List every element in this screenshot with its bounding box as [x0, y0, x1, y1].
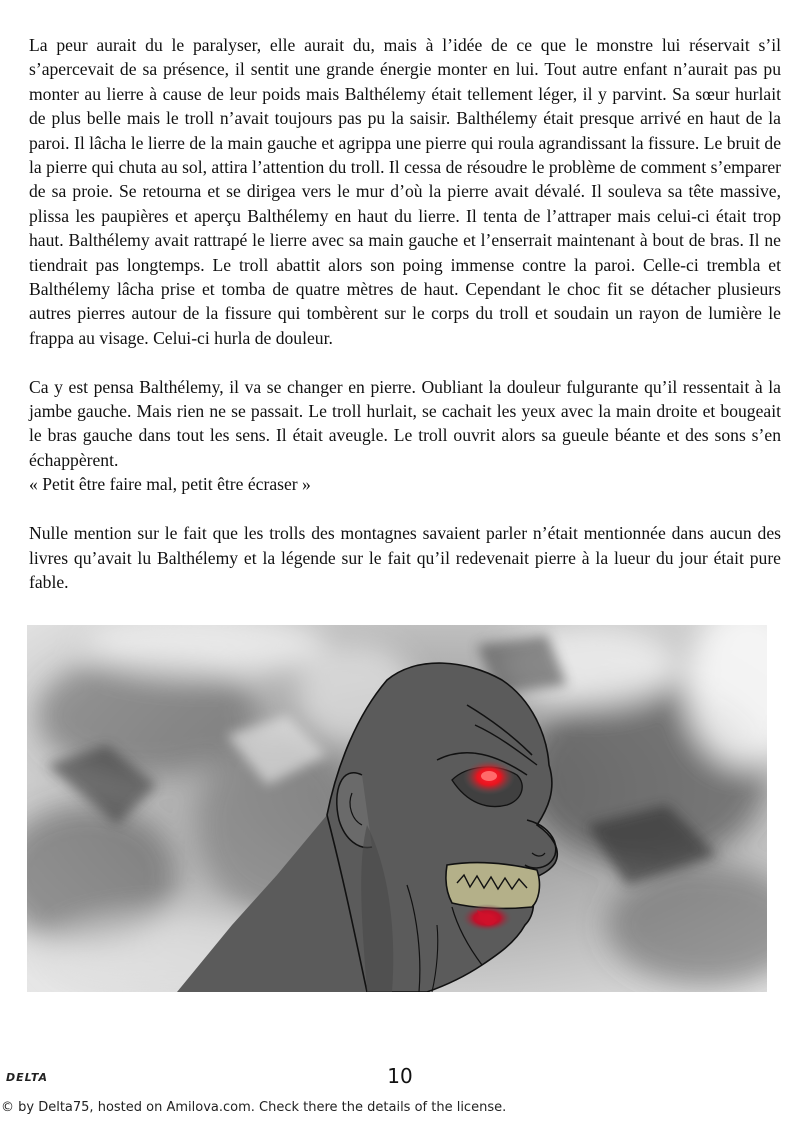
copyright-notice: © by Delta75, hosted on Amilova.com. Check there the details of the license. — [1, 1100, 507, 1115]
story-paragraph: Nulle mention sur le fait que les trolls des montagnes savaient parler n’était mentionnée dans aucun des livres qu’avait lu Balthélemy et la légende sur le fait qu’il redevenait pierre à la lueur du jour était pure fable. — [29, 523, 781, 592]
artist-signature: DELTA — [6, 1071, 48, 1084]
story-paragraph: La peur aurait du le paralyser, elle aurait du, mais à l’idée de ce que le monstre lui réservait s’il s’apercevait de sa présence, il sentit une grande énergie monter en lui. Tout autre enfant n’aurait pas pu monter au lierre à cause de leur poids mais Balthélemy était tellement léger, il y parvint. Sa sœur hurlait de plus belle mais le troll n’avait toujours pas pu la saisir. Balthélemy était presque arrivé en haut de la paroi. Il lâcha le lierre de la main gauche et agrippa une pierre qui roula agrandissant la fissure. Le bruit de la pierre qui chuta au sol, attira l’attention du troll. Il cessa de résoudre le problème de comment s’emparer de sa proie. Se retourna et se dirigea vers le mur d’où la pierre avait dévalé. Il souleva sa tête massive, plissa les paupières et aperçu Balthélemy en haut du lierre. Il tenta de l’attraper mais celui-ci était trop haut. Balthélemy avait rattrapé le lierre avec sa main gauche et l’enserrait maintenant à bout de bras. Il ne tiendrait pas longtemps. Le troll abattit alors son poing immense contre la paroi. Celle-ci trembla et Balthélemy lâcha prise et tomba de quatre mètres de haut. Cependant le choc fit se détacher plusieurs autres pierres autour de la fissure qui tombèrent sur le corps du troll et soudain un rayon de lumière le frappa au visage. Celui-ci hurla de douleur. — [29, 35, 781, 348]
page-number: 10 — [387, 1064, 413, 1088]
troll-illustration — [27, 625, 767, 992]
troll-drawing — [27, 625, 767, 992]
story-text — [29, 33, 781, 594]
dialogue-line: « Petit être faire mal, petit être écraser » — [29, 474, 311, 495]
story-paragraph: Ca y est pensa Balthélemy, il va se changer en pierre. Oubliant la douleur fulgurante qu’il ressentait à la jambe gauche. Mais rien ne se passait. Le troll hurlait, se cachait les yeux avec la main droite et bougeait le bras gauche dans tout les sens. Il était aveugle. Le troll ouvrit alors sa gueule béante et des sons s’en échappèrent. — [29, 376, 781, 470]
